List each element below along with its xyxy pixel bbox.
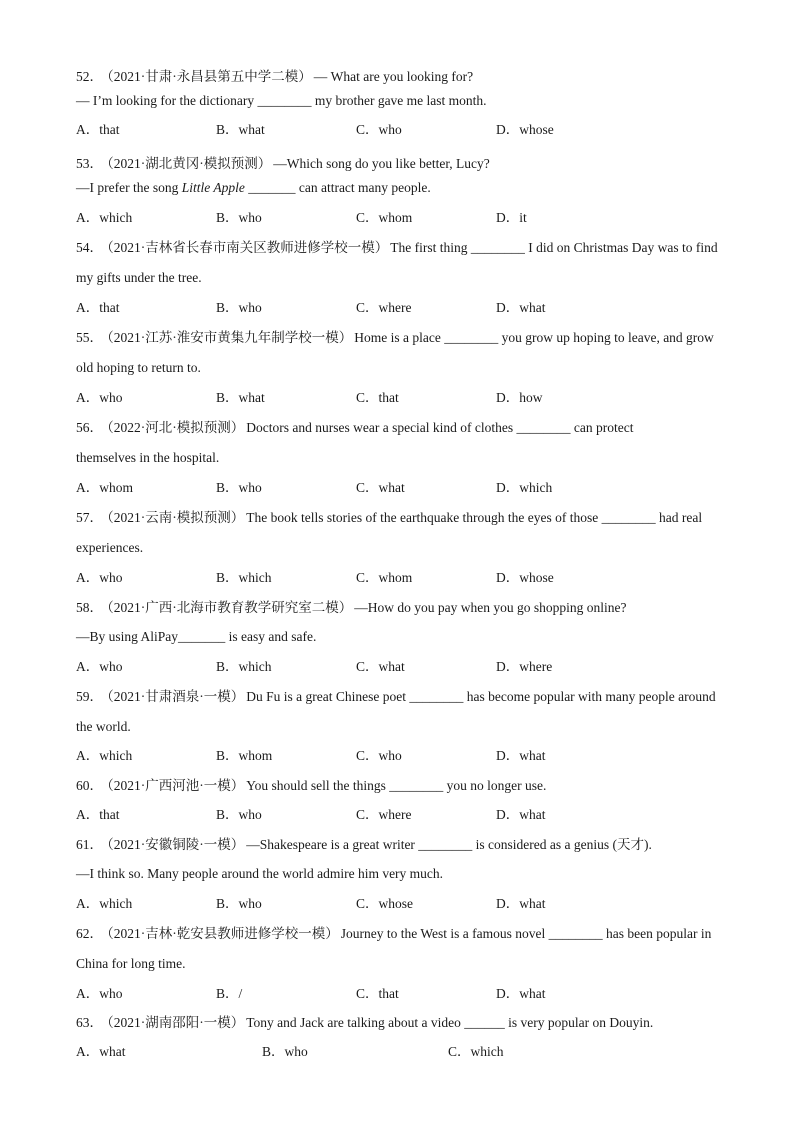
question-number: 57． [76, 510, 103, 525]
question-number: 55． [76, 330, 103, 345]
question-source: （2021·广西·北海市教育教学研究室二模） [107, 600, 353, 615]
option-a: A．that [76, 122, 120, 137]
question-number: 60． [76, 778, 103, 793]
question-stem: The book tells stories of the earthquake through the eyes of those ________ had real experiences. [76, 510, 703, 555]
option-b: B．what [216, 122, 265, 137]
option-b: B．/ [216, 986, 243, 1001]
option-d: D．what [496, 807, 546, 822]
song-title: Little Apple [181, 180, 245, 195]
question-59 [76, 682, 726, 742]
option-b: B．who [262, 1044, 308, 1059]
question-61-line2: —I think so. Many people around the world admire him very much. [76, 866, 444, 881]
question-stem: Du Fu is a great Chinese poet ________ has become popular with many people around the world. [76, 689, 716, 734]
option-c: C．whom [356, 210, 413, 225]
option-b: B．who [216, 480, 262, 495]
question-stem: Home is a place ________ you grow up hoping to leave, and grow old hoping to return to. [76, 330, 714, 375]
option-c: C．what [356, 480, 405, 495]
question-stem: —Which song do you like better, Lucy? [273, 156, 490, 171]
option-b: B．whom [216, 748, 273, 763]
option-a: A．who [76, 390, 123, 405]
question-source: （2021·吉林·乾安县教师进修学校一模） [107, 926, 339, 941]
question-source: （2021·甘肃·永昌县第五中学二模） [107, 69, 312, 84]
question-58-line2: —By using AliPay_______ is easy and safe. [76, 629, 317, 644]
question-number: 56． [76, 420, 103, 435]
question-stem: —How do you pay when you go shopping online? [354, 600, 627, 615]
question-source: （2021·湖南邵阳·一模） [107, 1015, 245, 1030]
option-b: B．which [216, 659, 272, 674]
question-61 [76, 830, 736, 860]
option-d: D．whose [496, 122, 554, 137]
question-63 [76, 1008, 736, 1038]
question-number: 62． [76, 926, 103, 941]
question-stem: The first thing ________ I did on Christmas Day was to find my gifts under the tree. [76, 240, 718, 285]
question-source: （2021·甘肃酒泉·一模） [107, 689, 245, 704]
question-57 [76, 503, 726, 563]
option-a: A．that [76, 807, 120, 822]
option-d: D．what [496, 986, 546, 1001]
question-stem: —Shakespeare is a great writer ________ is considered as a genius (天才). [246, 837, 652, 852]
question-stem: — What are you looking for? [313, 69, 474, 84]
question-stem: Doctors and nurses wear a special kind of clothes ________ can protect themselves in the hospital. [76, 420, 634, 465]
question-number: 52． [76, 69, 103, 84]
line2-post: _______ can attract many people. [244, 180, 431, 195]
option-d: D．what [496, 896, 546, 911]
option-a: A．what [76, 1044, 126, 1059]
question-60 [76, 771, 736, 801]
option-d: D．how [496, 390, 543, 405]
question-source: （2021·广西河池·一模） [107, 778, 245, 793]
option-d: D．what [496, 300, 546, 315]
option-c: C．that [356, 986, 399, 1001]
option-c: C．whose [356, 896, 413, 911]
question-source: （2021·云南·模拟预测） [107, 510, 245, 525]
option-c: C．whom [356, 570, 413, 585]
question-52 [76, 62, 736, 92]
option-b: B．who [216, 210, 262, 225]
option-a: A．who [76, 986, 123, 1001]
question-62 [76, 919, 726, 979]
question-source: （2022·河北·模拟预测） [107, 420, 245, 435]
option-d: D．it [496, 210, 527, 225]
question-54 [76, 233, 726, 293]
question-53-line2 [76, 178, 431, 198]
option-b: B．who [216, 300, 262, 315]
line2-pre: —I prefer the song [76, 180, 182, 195]
question-number: 61． [76, 837, 103, 852]
option-d: D．what [496, 748, 546, 763]
option-d: D．which [496, 480, 553, 495]
question-source: （2021·湖北黄冈·模拟预测） [107, 156, 272, 171]
option-b: B．what [216, 390, 265, 405]
option-c: C．where [356, 300, 412, 315]
option-a: A．who [76, 659, 123, 674]
question-53 [76, 149, 736, 179]
option-b: B．which [216, 570, 272, 585]
option-c: C．what [356, 659, 405, 674]
question-source: （2021·安徽铜陵·一模） [107, 837, 245, 852]
option-a: A．who [76, 570, 123, 585]
option-b: B．who [216, 807, 262, 822]
question-56 [76, 413, 676, 473]
question-52-line2: — I’m looking for the dictionary ________ my brother gave me last month. [76, 93, 487, 108]
question-source: （2021·吉林省长春市南关区教师进修学校一模） [107, 240, 389, 255]
option-d: D．where [496, 659, 553, 674]
option-b: B．who [216, 896, 262, 911]
question-number: 59． [76, 689, 103, 704]
option-c: C．that [356, 390, 399, 405]
question-source: （2021·江苏·淮安市黄集九年制学校一模） [107, 330, 353, 345]
option-c: C．who [356, 122, 402, 137]
question-number: 54． [76, 240, 103, 255]
option-a: A．which [76, 748, 133, 763]
question-number: 58． [76, 600, 103, 615]
question-stem: Tony and Jack are talking about a video ______ is very popular on Douyin. [246, 1015, 654, 1030]
option-c: C．where [356, 807, 412, 822]
option-a: A．which [76, 896, 133, 911]
question-number: 63． [76, 1015, 103, 1030]
question-stem: You should sell the things ________ you no longer use. [246, 778, 547, 793]
option-c: C．which [448, 1044, 504, 1059]
question-number: 53． [76, 156, 103, 171]
question-55 [76, 323, 726, 383]
question-stem: Journey to the West is a famous novel ________ has been popular in China for long time. [76, 926, 712, 971]
option-a: A．which [76, 210, 133, 225]
question-58 [76, 593, 736, 623]
option-d: D．whose [496, 570, 554, 585]
option-a: A．that [76, 300, 120, 315]
option-a: A．whom [76, 480, 133, 495]
option-c: C．who [356, 748, 402, 763]
